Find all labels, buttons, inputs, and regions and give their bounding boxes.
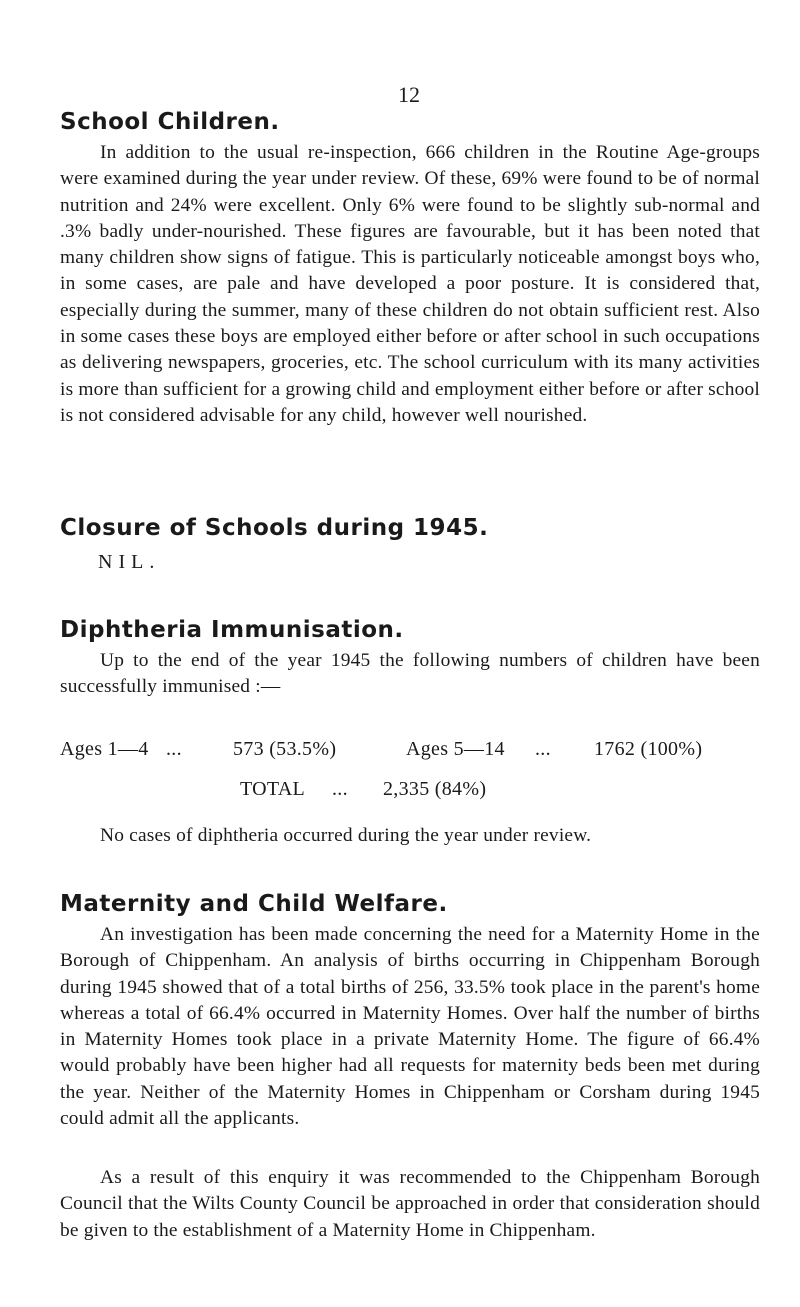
closure-heading: Closure of Schools during 1945. [60, 515, 489, 541]
ages-1-4-dots: ... [166, 738, 182, 760]
ages-1-4-value: 573 (53.5%) [233, 738, 337, 760]
ages-1-4-label: Ages 1—4 [60, 738, 149, 760]
school-children-heading: School Children. [60, 109, 280, 135]
diphtheria-no-cases: No cases of diphtheria occurred during the year under review. [100, 825, 592, 846]
ages-5-14-value: 1762 (100%) [594, 738, 703, 760]
total-value: 2,335 (84%) [383, 778, 487, 800]
ages-5-14-dots: ... [535, 738, 551, 760]
diphtheria-heading: Diphtheria Immunisation. [60, 617, 404, 643]
maternity-heading: Maternity and Child Welfare. [60, 891, 448, 917]
maternity-paragraph-1: An investigation has been made concerning the need for a Maternity Home in the Borough of Chippenham. An analysis of births occurring in Chippenham Borough during 1945 showed that of a total births of 256, 33.5% took place in the parent's home whereas a total of 66.4% occurred in Maternity Homes. Over half the number of births in Maternity Homes took place in a private Maternity Home. The figure of 66.4% would probably have been higher had all requests for maternity beds been met during the year. Neither of the Maternity Homes in Chippenham or Corsham during 1945 could admit all the applicants. [60, 924, 760, 1130]
diphtheria-intro: Up to the end of the year 1945 the following numbers of children have been successfully immunised :— [60, 650, 760, 698]
total-label: TOTAL [240, 778, 306, 800]
closure-value: NIL. [98, 551, 161, 573]
page-number: 12 [398, 82, 420, 107]
maternity-paragraph-2: As a result of this enquiry it was recommended to the Chippenham Borough Council that the Wilts County Council be approached in order that consideration should be given to the establishment of a Maternity Home in Chippenham. [60, 1167, 760, 1241]
total-dots: ... [332, 778, 348, 800]
school-children-paragraph: In addition to the usual re-inspection, 666 children in the Routine Age-groups were examined during the year under review. Of these, 69% were found to be of normal nutrition and 24% were excellent. Only 6% were found to be slightly sub-normal and .3% badly under-nourished. These figures are favourable, but it has been noted that many children show signs of fatigue. This is particularly noticeable amongst boys who, in some cases, are pale and have developed a poor posture. It is considered that, especially during the summer, many of these children do not obtain sufficient rest. Also in some cases these boys are employed either before or after school in such occupations as delivering newspapers, groceries, etc. The school curriculum with its many activities is more than sufficient for a growing child and employment either before or after school is not considered advisable for any child, however well nourished. [60, 142, 761, 426]
ages-5-14-label: Ages 5—14 [406, 738, 505, 760]
